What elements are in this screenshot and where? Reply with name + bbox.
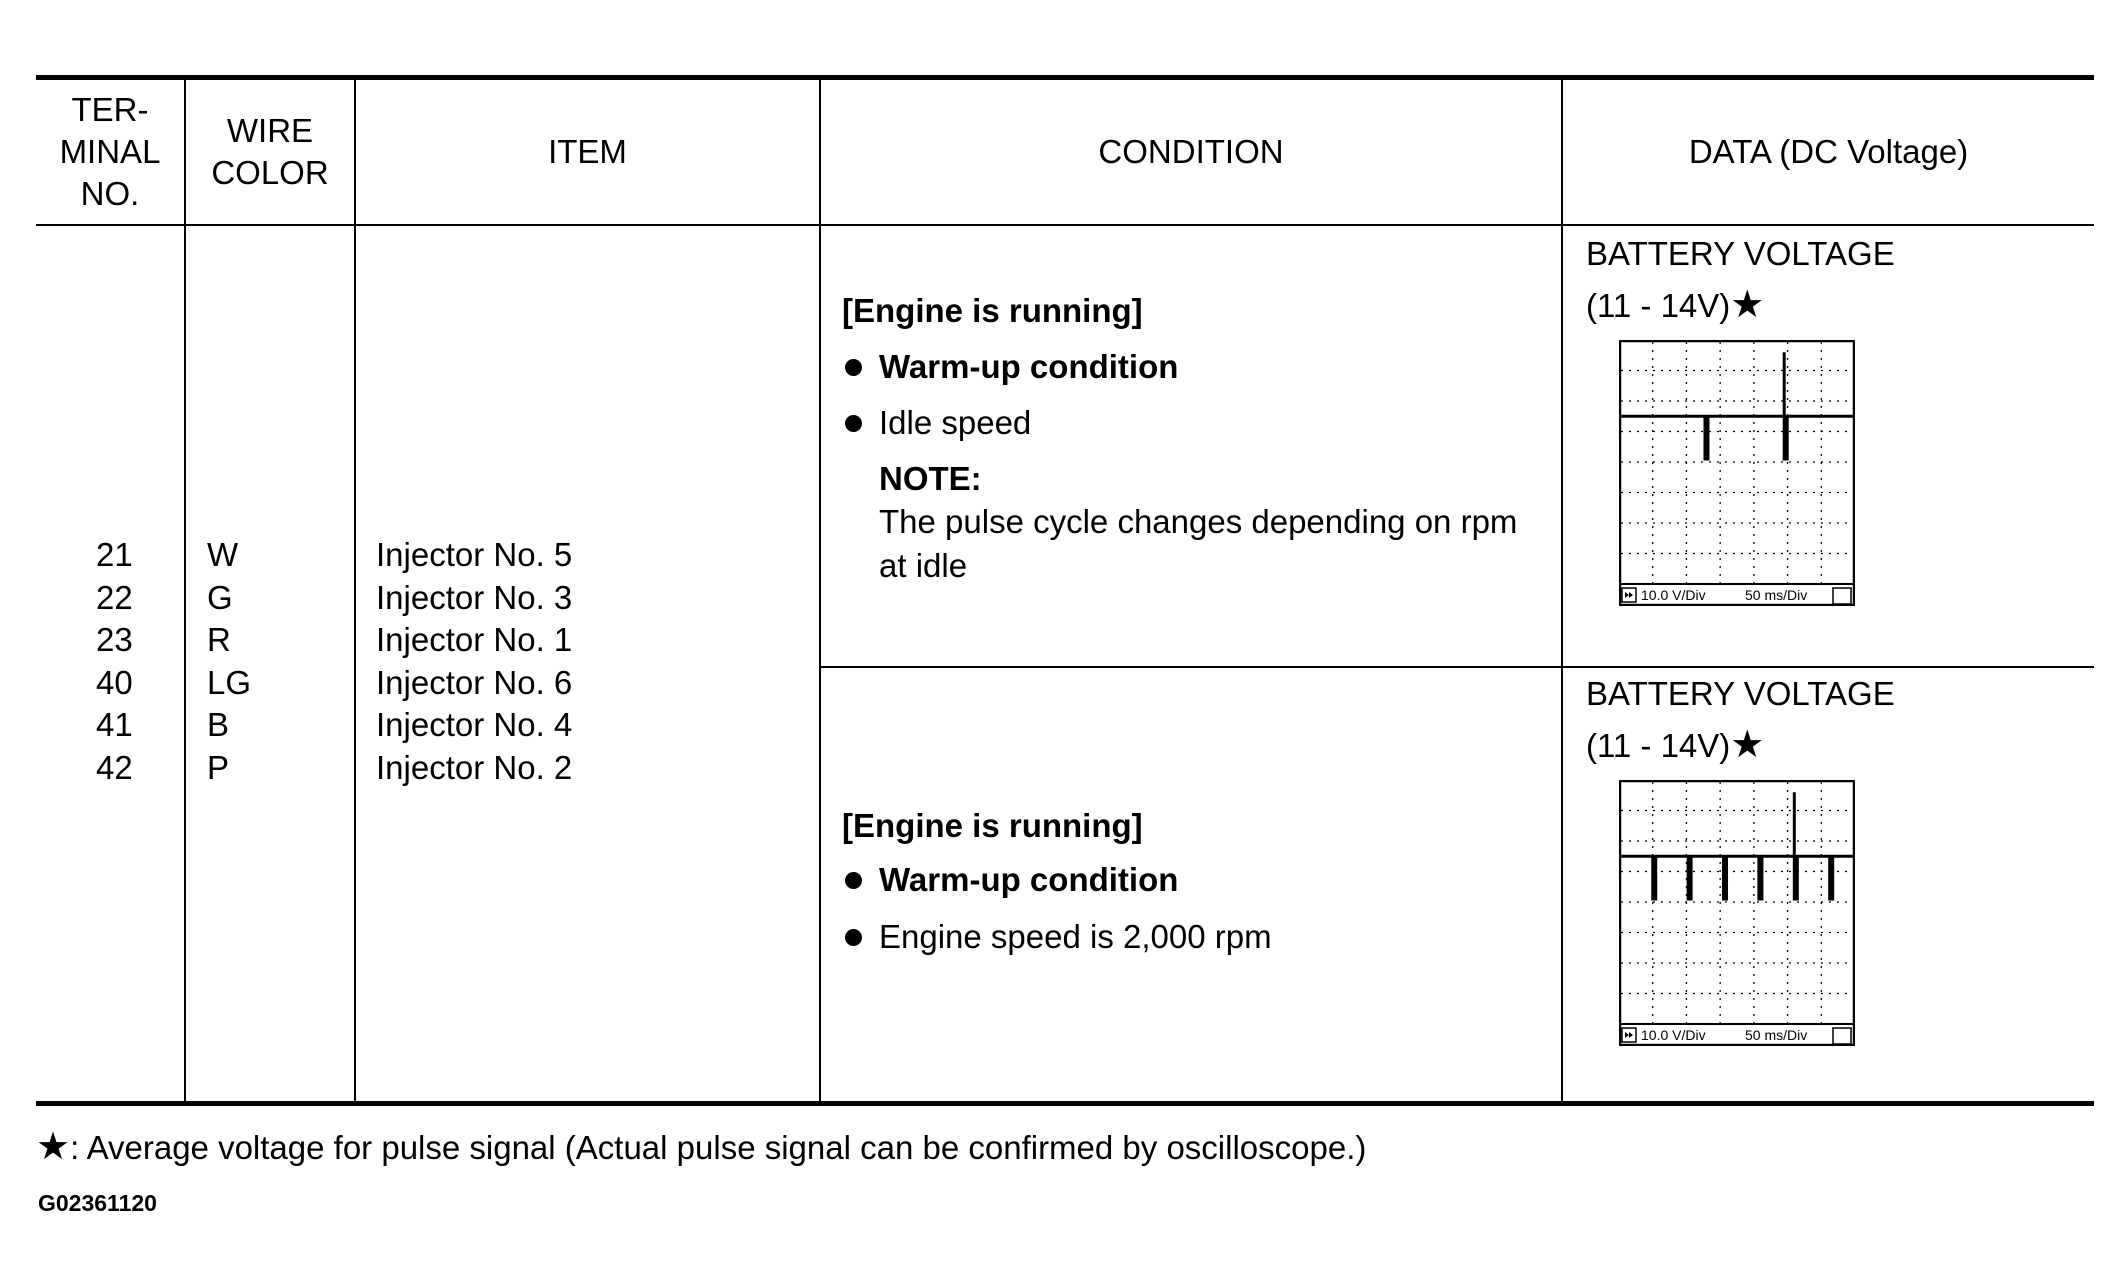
item-name: Injector No. 4 (376, 706, 573, 744)
oscilloscope-waveform-2000rpm (1619, 780, 1855, 1046)
table-bottom-rule (36, 1101, 2094, 1106)
scope-time-label: 50 ms/Div (1745, 587, 1808, 603)
item-name: Injector No. 5 (376, 536, 573, 573)
scope-box-icon (1833, 1028, 1851, 1044)
condition-heading: [Engine is running] (842, 807, 1143, 844)
row-divider (820, 666, 2094, 668)
item-list (376, 534, 572, 790)
condition-2000rpm (842, 805, 1272, 958)
terminal-no: 23 (96, 621, 133, 659)
oscilloscope-screen (1619, 780, 1855, 1046)
condition-bullet: Engine speed is 2,000 rpm (842, 916, 1272, 958)
scope-time-label: 50 ms/Div (1745, 1027, 1808, 1043)
scope-frame (1620, 341, 1854, 605)
note-text: The pulse cycle changes depending on rpm at idle (879, 503, 1518, 584)
oscilloscope-waveform-idle (1619, 340, 1855, 606)
bullet-icon (845, 415, 862, 432)
item-name: Injector No. 6 (376, 663, 573, 701)
header-wire-color: WIRE COLOR (211, 112, 329, 191)
column-divider (819, 80, 821, 1102)
condition-heading: [Engine is running] (842, 292, 1143, 329)
scope-box-icon (1833, 588, 1851, 604)
header-divider (36, 224, 2094, 226)
bullet-icon (845, 929, 862, 946)
terminal-list (96, 534, 133, 790)
scope-frame (1620, 781, 1854, 1045)
terminal-no: 41 (96, 706, 133, 744)
item-name: Injector No. 2 (376, 748, 573, 786)
condition-bullet: Warm-up condition (842, 346, 1517, 388)
header-terminal-no: TER- MINAL NO. (59, 91, 161, 212)
condition-idle (842, 290, 1517, 588)
header-data: DATA (DC Voltage) (1688, 133, 1969, 170)
condition-bullet: Idle speed (842, 402, 1517, 444)
terminal-no: 40 (96, 663, 133, 701)
wire-color-list (207, 534, 251, 790)
scope-volt-label: 10.0 V/Div (1641, 587, 1706, 603)
item-name: Injector No. 3 (376, 578, 573, 616)
note-label: NOTE: (879, 460, 982, 497)
terminal-no: 42 (96, 748, 133, 786)
terminal-no: 21 (96, 536, 133, 573)
column-divider (184, 80, 186, 1102)
item-name: Injector No. 1 (376, 621, 573, 659)
column-divider (354, 80, 356, 1102)
data-value-idle: BATTERY VOLTAGE (11 - 14V)★ (1586, 235, 1895, 326)
star-icon: ★ (1730, 284, 1765, 326)
scope-volt-label: 10.0 V/Div (1641, 1027, 1706, 1043)
wire-color: W (207, 536, 239, 573)
bullet-icon (845, 872, 862, 889)
column-divider (1561, 80, 1563, 1102)
figure-code: G02361120 (38, 1190, 157, 1216)
bullet-icon (845, 359, 862, 376)
header-condition: CONDITION (1098, 133, 1284, 170)
wire-color: R (207, 621, 231, 659)
wire-color: B (207, 706, 230, 744)
footnote: ★: Average voltage for pulse signal (Actual pulse signal can be confirmed by oscilloscope.) (36, 1126, 1367, 1168)
wire-color: G (207, 578, 233, 616)
wire-color: P (207, 748, 230, 786)
oscilloscope-screen (1619, 340, 1855, 606)
wire-color: LG (207, 663, 252, 701)
star-icon: ★ (1730, 724, 1765, 766)
condition-bullet: Warm-up condition (842, 859, 1272, 901)
star-icon: ★ (36, 1126, 71, 1168)
header-item: ITEM (548, 133, 627, 170)
terminal-no: 22 (96, 578, 133, 616)
data-value-2000rpm: BATTERY VOLTAGE (11 - 14V)★ (1586, 675, 1895, 766)
